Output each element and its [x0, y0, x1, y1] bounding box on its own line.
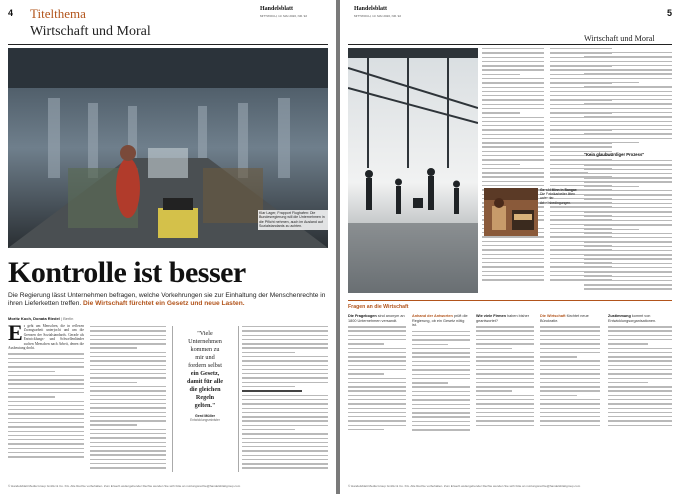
quote-line: ein Gesetz, [190, 370, 220, 377]
faq-answer: sind anonym an 1800 Unternehmen versandt. [348, 314, 405, 323]
header-rule [8, 44, 328, 45]
quote-line: kommen zu [190, 346, 220, 353]
faq-question: Die Wirtschaft [540, 314, 566, 318]
page-number: 4 [8, 8, 14, 18]
quote-line: Regeln [195, 394, 215, 401]
masthead: Handelsblatt [260, 6, 294, 12]
left-newspaper-page [0, 0, 336, 494]
byline: Moritz Koch, Donata Riedel | Berlin [8, 316, 74, 321]
article-column-2 [90, 326, 166, 474]
article-column-6-bottom [584, 160, 672, 295]
photo-caption: Klar Lager, Frapport Flughafen: Die Bundesregierung will die Unternehmen in die Pflicht nehmen, auch im Ausland auf Sozialstandards zu achten. [258, 210, 328, 230]
article-column-3 [242, 326, 328, 474]
deck-text: Die Regierung lässt Unternehmen befragen, welche Vorkehrungen sie zur Einhaltung der Menschenrechte in ihren Lieferketten treffen. [8, 292, 326, 308]
quote-line: Unternehmen [188, 338, 222, 345]
section-title: Wirtschaft und Moral [30, 24, 151, 39]
box-rule [348, 300, 672, 301]
byline-authors: Moritz Koch, Donata Riedel [8, 316, 60, 321]
article-column-6-top [584, 52, 672, 147]
header-rule [348, 44, 672, 45]
faq-question: Die Fragebogen [348, 314, 377, 318]
faq-question: Anhand der Antworten [412, 314, 453, 318]
quote-line: "Viele [197, 330, 213, 337]
faq-question: Zustimmung [608, 314, 631, 318]
quote-attribution: Gerd Müller [195, 414, 215, 418]
quote-line: damit für alle [187, 378, 223, 385]
kicker-titelthema: Titelthema [30, 6, 86, 21]
faq-answer: kommt von Entwicklungsorganisationen. [608, 314, 657, 323]
faq-answer: prüft die Regierung, ob ein Gesetz nötig ist. [412, 314, 468, 328]
lead-text: s geht um Menschen, die in reflexen Zwangsarbeit unterjocht und um die Grenzen der Sozialstandards. Gerade als Entwicklungs- und Schwellenländer suchen Menschen nach Arbeit, denen die Ausbeutung droht. [8, 324, 84, 351]
article-column-4 [482, 48, 544, 293]
copyright-footer: © Handelsblatt Media Group GmbH & Co. KG. Alle Rechte vorbehalten. Zum Erwerb weitergehender Rechte wenden Sie sich bitte an nutzungsrechte@handelsblattgroup.com [8, 484, 241, 488]
quote-line: mir und [195, 354, 215, 361]
faq-question: Wie viele Firmen [476, 314, 506, 318]
faq-column-4 [540, 314, 600, 436]
quote-line: gelten." [194, 402, 216, 409]
factory-worker-photo [484, 188, 538, 236]
copyright-footer: © Handelsblatt Media Group GmbH & Co. KG. Alle Rechte vorbehalten. Zum Erwerb weitergehender Rechte wenden Sie sich bitte an nutzungsrechte@handelsblattgroup.com [348, 484, 581, 488]
factory-caption-text: Die Fabrikarbeiter litten unter der Arbeitsbedingungen. [540, 192, 576, 205]
quote-line: fordern selbst [188, 362, 222, 369]
subhead: "Kein glaubwürdiger Prozess" [584, 152, 645, 157]
issue-date: MITTWOCH, 13. MAI 2020, NR. 92 [260, 14, 308, 18]
article-column-1: E s geht um Menschen, die in reflexen Zwangsarbeit unterjocht und um die Grenzen der Sozialstandards. Gerade als Entwicklungs- und Schwellenländer suchen Menschen nach Arbeit, denen die Ausbeutung droht. [8, 324, 84, 472]
deck [8, 292, 328, 309]
page-number: 5 [666, 8, 672, 18]
quote-line: die gleichen [189, 386, 221, 393]
faq-column-3 [476, 314, 534, 436]
factory-photo-caption [540, 188, 582, 205]
faq-answer: fürchtet neue Bürokratie. [540, 314, 589, 323]
faq-column-1 [348, 314, 406, 436]
masthead: Handelsblatt [354, 6, 388, 12]
quote-role: Entwicklungsminister [190, 418, 220, 422]
factory-caption-title: Gerald Minn in Bangar: [540, 188, 578, 192]
pull-quote [174, 330, 236, 422]
right-newspaper-page [340, 0, 680, 494]
section-title: Wirtschaft und Moral [584, 34, 655, 43]
headline: Kontrolle ist besser [8, 256, 246, 289]
byline-city: Berlin [63, 316, 74, 321]
column-divider [172, 326, 173, 472]
faq-column-2 [412, 314, 470, 441]
box-title: Fragen an die Wirtschaft [348, 304, 409, 310]
deck-highlight: Die Wirtschaft fürchtet ein Gesetz und neue Lasten. [83, 300, 245, 308]
faq-column-5 [608, 314, 672, 436]
airport-photo [348, 48, 478, 293]
column-divider [238, 326, 239, 472]
issue-date: MITTWOCH, 13. MAI 2020, NR. 92 [354, 14, 402, 18]
faq-answer: haben bisher geantwortet? [476, 314, 529, 323]
